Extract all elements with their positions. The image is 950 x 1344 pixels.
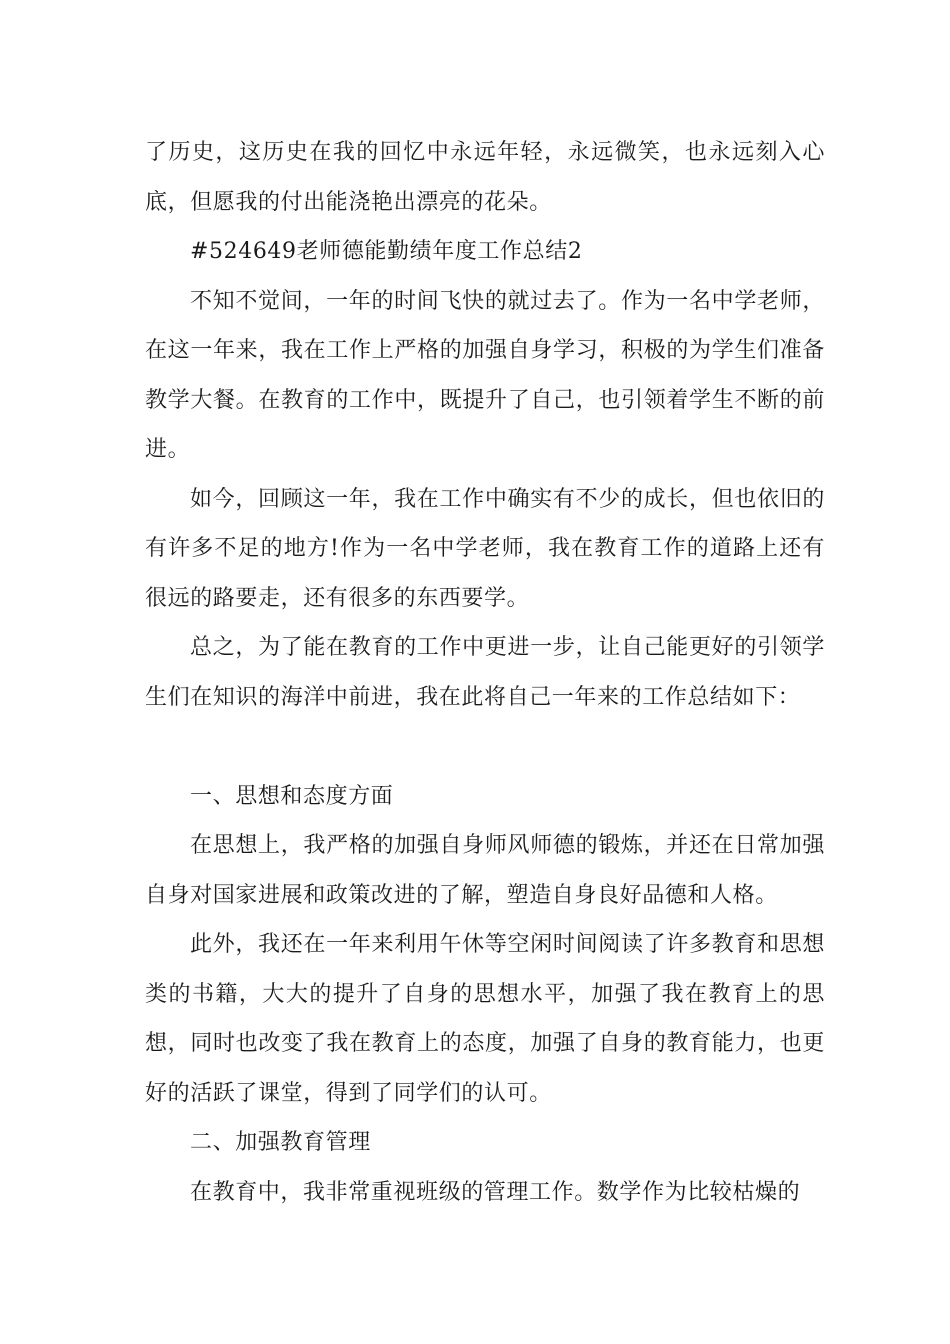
section-1-heading: 一、思想和态度方面: [190, 783, 394, 809]
document-title: #524649老师德能勤绩年度工作总结2: [190, 239, 583, 264]
section-1-paragraph-1: 在思想上，我严格的加强自身师风师德的锻炼，并还在日常加强自身对国家进展和政策改进的了解，塑造自身良好品德和人格。: [145, 833, 825, 908]
section-1-paragraph-2: 此外，我还在一年来利用午休等空闲时间阅读了许多教育和思想类的书籍，大大的提升了自身的思想水平，加强了我在教育上的思想，同时也改变了我在教育上的态度，加强了自身的教育能力，也更好的活跃了课堂，得到了同学们的认可。: [145, 932, 825, 1106]
continuation-paragraph: 了历史，这历史在我的回忆中永远年轻，永远微笑，也永远刻入心底，但愿我的付出能浇艳出漂亮的花朵。: [145, 140, 825, 215]
section-2-heading: 二、加强教育管理: [190, 1130, 371, 1155]
intro-paragraph-1: 不知不觉间，一年的时间飞快的就过去了。作为一名中学老师，在这一年来，我在工作上严格的加强自身学习，积极的为学生们准备教学大餐。在教育的工作中，既提升了自己，也引领着学生不断的前进。: [145, 288, 825, 462]
intro-paragraph-3: 总之，为了能在教育的工作中更进一步，让自己能更好的引领学生们在知识的海洋中前进，我在此将自己一年来的工作总结如下：: [145, 635, 825, 710]
intro-paragraph-2: 如今，回顾这一年，我在工作中确实有不少的成长，但也依旧的有许多不足的地方!作为一名中学老师，我在教育工作的道路上还有很远的路要走，还有很多的东西要学。: [145, 486, 825, 611]
section-2-paragraph-1: 在教育中，我非常重视班级的管理工作。数学作为比较枯燥的: [190, 1179, 801, 1205]
blank-line: [145, 722, 825, 772]
document-body: [145, 128, 825, 1217]
